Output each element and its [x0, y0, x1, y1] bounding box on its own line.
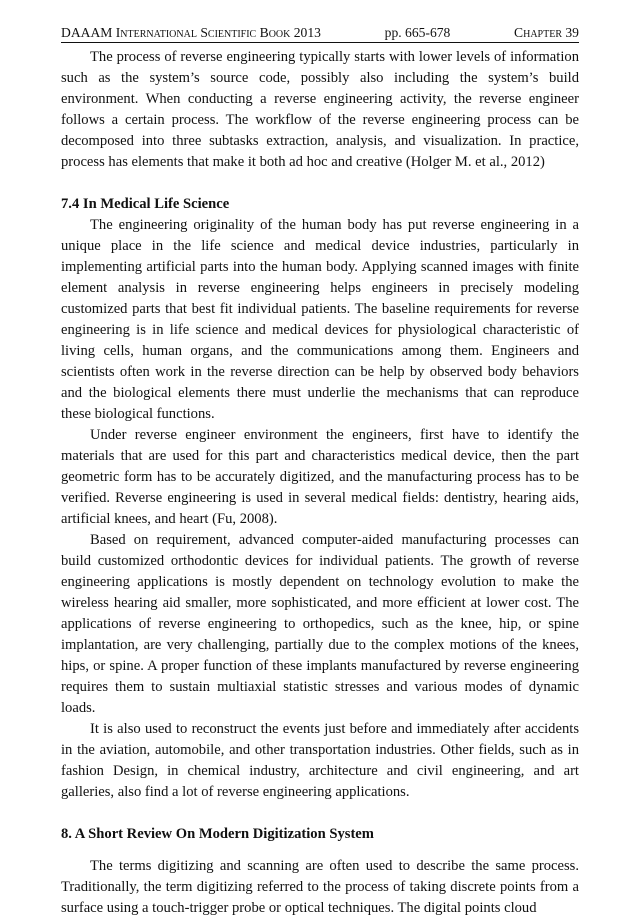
paragraph-7-4-3: Based on requirement, advanced computer-aided manufacturing processes can build customized orthodontic devices for individual patients. The growth of reverse engineering applications is mostly dependent on technology evolution to make the wireless hearing aid smaller, more sophisticated, and more efficient at lower cost. The applications of reverse engineering to orthopedics, such as the knee, hip, or spine implantation, are very challenging, partially due to the complex motions of the knees, hips, or spine. A proper function of these implants manufactured by reverse engineering requires them to sustain multiaxial statistic stresses and various modes of dynamic loads. [61, 532, 579, 716]
paragraph-8-1: The terms digitizing and scanning are often used to describe the same process. Traditionally, the term digitizing referred to the process of taking discrete points from a surface using a touch-trigger probe or optical techniques. The digital points cloud [61, 858, 579, 916]
section-heading-7-4: 7.4 In Medical Life Science [61, 196, 230, 212]
section-heading-8: 8. A Short Review On Modern Digitization System [61, 826, 374, 842]
spacer [61, 845, 579, 856]
paragraph-7-4-4: It is also used to reconstruct the events just before and immediately after accidents in the aviation, automobile, and other transportation industries. Other fields, such as in fashion Design, in chemical industry, architecture and civil engineering, and art galleries, also find a lot of reverse engineering applications. [61, 721, 579, 800]
chapter-label: Chapter 39 [514, 25, 579, 40]
intro-paragraph: The process of reverse engineering typically starts with lower levels of information such as the system’s source code, possibly also including the system’s build environment. When conducting a reverse engineering activity, the reverse engineer follows a certain process. The workflow of the reverse engineering process can be decomposed into three subtasks extraction, analysis, and visualization. In practice, process has elements that make it both ad hoc and creative (Holger M. et al., 2012) [61, 49, 579, 170]
paragraph-7-4-1: The engineering originality of the human body has put reverse engineering in a unique place in the life science and medical device industries, particularly in implementing artificial parts into the human body. Applying scanned images with finite element analysis in reverse engineering helps engineers in precisely modeling customized parts that best fit individual patients. The baseline requirements for reverse engineering is in life science and medical devices for physiological characteristic of living cells, human organs, and the communications among them. Engineers and scientists often work in the reverse direction can be help by observed body behaviors and the biological elements there must underlie the mechanisms that can reproduce these biological functions. [61, 217, 579, 422]
spacer [61, 803, 579, 824]
running-header [61, 24, 579, 43]
paragraph-7-4-2: Under reverse engineer environment the engineers, first have to identify the materials that are used for this part and characteristics medical device, then the part geometric form has to be accurately digitized, and the manufacturing process has to be verified. Reverse engineering is used in several medical fields: dentistry, hearing aids, artificial knees, and heart (Fu, 2008). [61, 427, 579, 527]
book-title: DAAAM International Scientific Book 2013 [61, 25, 321, 40]
page-range: pp. 665-678 [384, 25, 451, 40]
spacer [61, 173, 579, 194]
